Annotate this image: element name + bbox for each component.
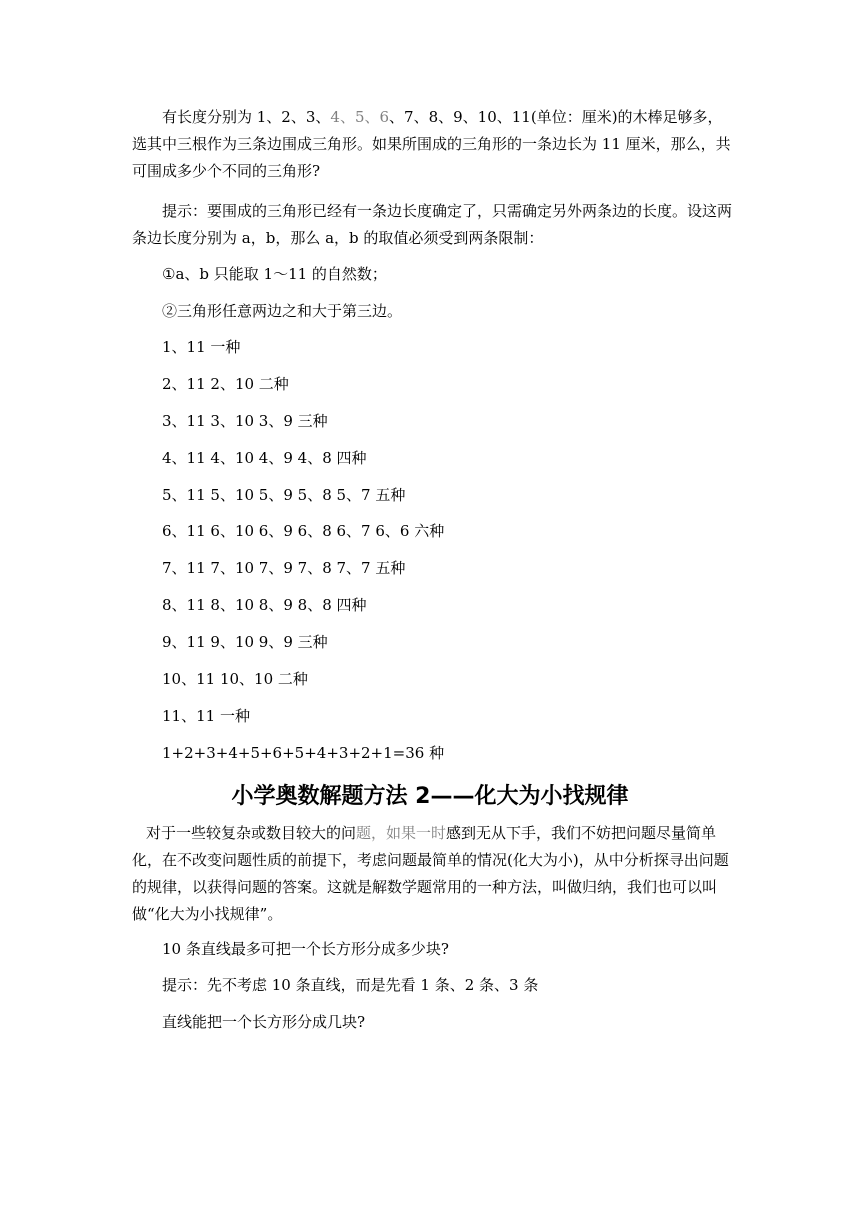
case-line: 3、11 3、10 3、9 三种 xyxy=(162,412,328,430)
condition-1: ①a、b 只能取 1～11 的自然数； xyxy=(162,265,387,283)
case-line: 5、11 5、10 5、9 5、8 5、7 五种 xyxy=(162,486,406,504)
intro-text-2: 感到无从下手，我们不妨把问题尽量简单化，在不改变问题性质的前提下，考虑问题最简单的情况(化大为小)，从中分析探寻出问题的规律，以获得问题的答案。这就是解数学题常用的一种方法，叫做归纳，我们也可以叫做“化大为小找规律”。 xyxy=(132,824,729,923)
case-line: 8、11 8、10 8、9 8、8 四种 xyxy=(162,596,367,614)
case-line: 11、11 一种 xyxy=(162,707,250,725)
case-line: 10、11 10、10 二种 xyxy=(162,670,308,688)
condition-2: ②三角形任意两边之和大于第三边。 xyxy=(162,302,403,320)
problem-text-2: 、7、8、9、10、11(单位：厘米)的木棒足够多，选其中三根作为三条边围成三角形。如果所围成的三角形的一条边长为 11 厘米，那么，共可围成多少个不同的三角形? xyxy=(132,108,731,180)
total-line: 1+2+3+4+5+6+5+4+3+2+1=36 种 xyxy=(162,744,445,762)
problem-text-gray: 4、5、6 xyxy=(330,108,390,126)
hint-paragraph: 提示：要围成的三角形已经有一条边长度确定了，只需确定另外两条边的长度。设这两条边长度分别为 a，b，那么 a，b 的取值必须受到两条限制： xyxy=(132,202,733,247)
case-line: 6、11 6、10 6、9 6、8 6、7 6、6 六种 xyxy=(162,522,445,540)
intro-text-gray: 题，如果一时 xyxy=(356,824,447,842)
case-line: 4、11 4、10 4、9 4、8 四种 xyxy=(162,449,367,467)
hint-2-continued: 直线能把一个长方形分成几块? xyxy=(162,1013,366,1031)
intro-text-1: 对于一些较复杂或数目较大的问 xyxy=(146,824,357,842)
question-2: 10 条直线最多可把一个长方形分成多少块? xyxy=(162,940,449,958)
hint-2: 提示：先不考虑 10 条直线，而是先看 1 条、2 条、3 条 xyxy=(162,976,539,994)
intro-paragraph xyxy=(132,820,732,928)
problem-paragraph xyxy=(132,104,732,185)
case-line: 1、11 一种 xyxy=(162,338,241,356)
case-line: 2、11 2、10 二种 xyxy=(162,375,289,393)
case-line: 9、11 9、10 9、9 三种 xyxy=(162,633,328,651)
problem-text-1: 有长度分别为 1、2、3、 xyxy=(162,108,331,126)
case-line: 7、11 7、10 7、9 7、8 7、7 五种 xyxy=(162,559,406,577)
section-title: 小学奥数解题方法 2——化大为小找规律 xyxy=(231,784,629,809)
